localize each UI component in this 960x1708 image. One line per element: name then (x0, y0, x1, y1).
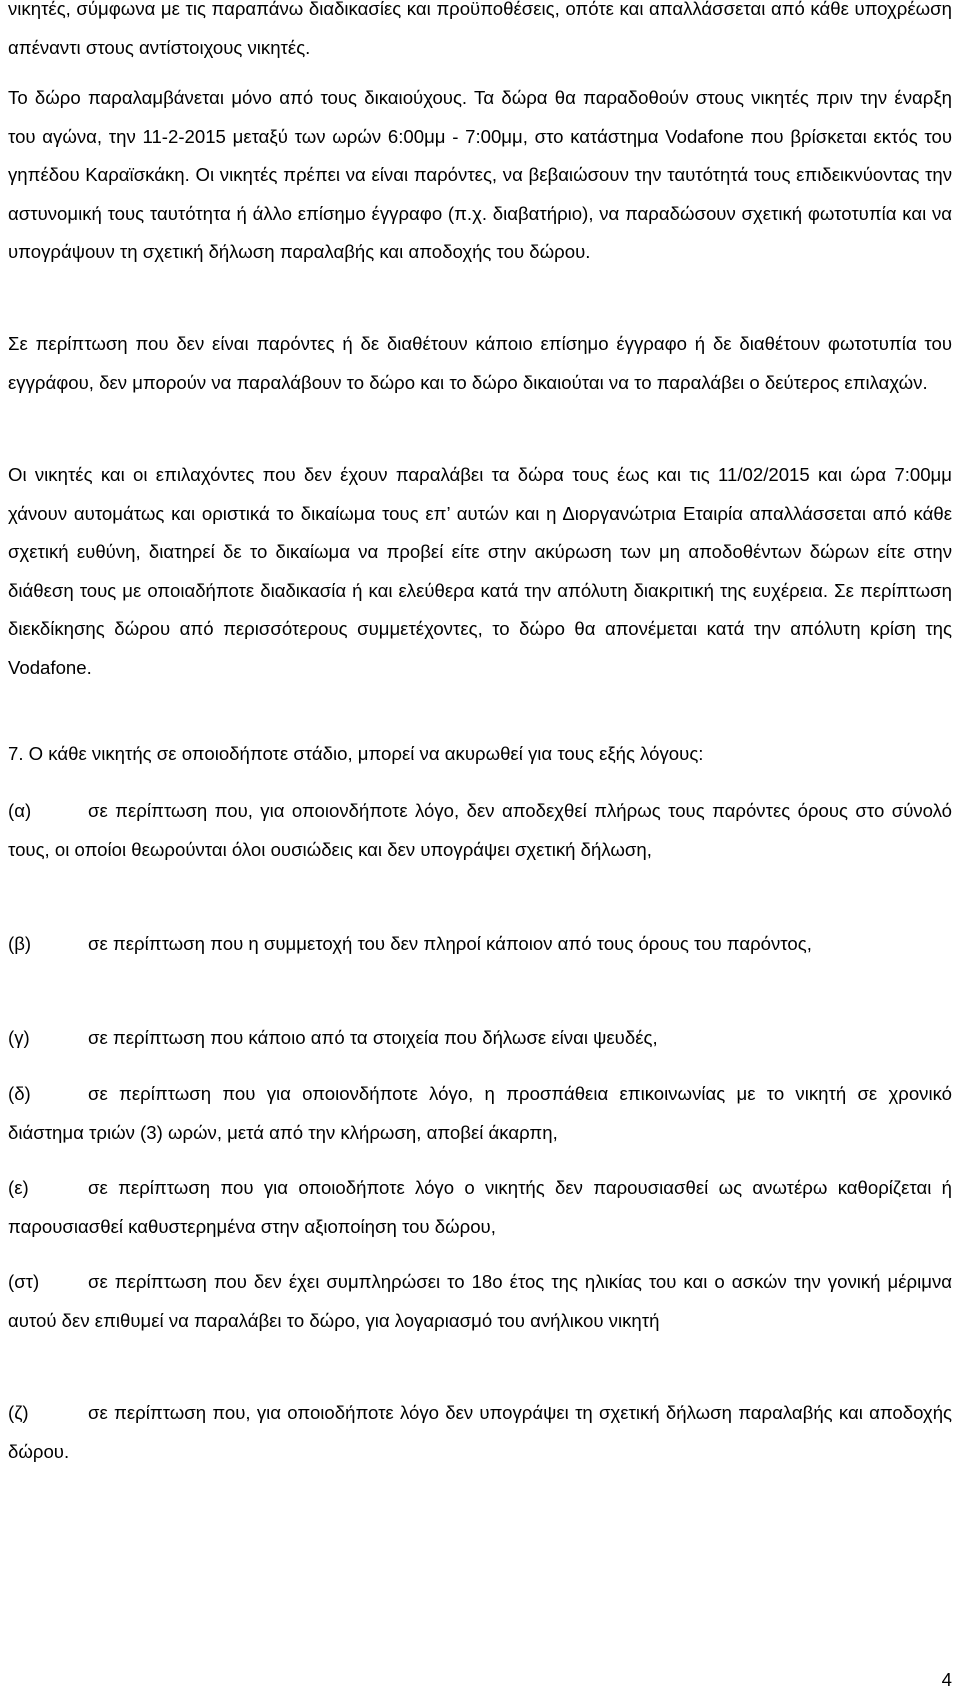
item-label: (δ) (8, 1083, 31, 1104)
item-label: (α) (8, 800, 32, 821)
item-text: σε περίπτωση που δεν έχει συμπληρώσει το 18ο έτος της ηλικίας του και ο ασκών την γονική μέριμνα αυτού δεν επιθυμεί να παραλάβει το δώρο, για λογαριασμό του ανήλικου νικητή (8, 1271, 952, 1331)
paragraph-absent-winners: Σε περίπτωση που δεν είναι παρόντες ή δε διαθέτουν κάποιο επίσημο έγγραφο ή δε διαθέτουν φωτοτυπία του εγγράφου, δεν μπορούν να παραλάβουν το δώρο και το δώρο δικαιούται να το παραλάβει ο δεύτερος επιλαχών. (8, 333, 952, 393)
item-label: (στ) (8, 1271, 40, 1292)
item-text: σε περίπτωση που για οποιοδήποτε λόγο ο νικητής δεν παρουσιασθεί ως ανωτέρω καθορίζεται ή παρουσιασθεί καθυστερημένα στην αξιοποίηση του δώρου, (8, 1177, 952, 1237)
paragraph-winners-release: νικητές, σύμφωνα με τις παραπάνω διαδικασίες και προϋποθέσεις, οπότε και απαλλάσσεται από κάθε υποχρέωση απέναντι στους αντίστοιχους νικητές. (8, 0, 952, 58)
paragraph-unclaimed-prizes: Οι νικητές και οι επιλαχόντες που δεν έχουν παραλάβει τα δώρα τους έως και τις 11/02/2015 και ώρα 7:00μμ χάνουν αυτομάτως και οριστικά το δικαίωμα τους επ’ αυτών και η Διοργανώτρια Εταιρία απαλλάσσεται από κάθε σχετική ευθύνη, διατηρεί δε το δικαίωμα να προβεί είτε στην ακύρωση των μη αποδοθέντων δώρων είτε στην διάθεση τους με οποιαδήποτε διαδικασία ή και ελεύθερα κατά την απόλυτη διακριτική της ευχέρεια. Σε περίπτωση διεκδίκησης δώρου από περισσότερους συμμετέχοντες, το δώρο θα απονέμεται κατά την απόλυτη κρίση της Vodafone. (8, 464, 952, 678)
list-item (8, 1169, 952, 1246)
list-item (8, 792, 952, 869)
list-item (8, 1394, 952, 1471)
page-number: 4 (941, 1669, 952, 1690)
paragraph-prize-delivery: Το δώρο παραλαμβάνεται μόνο από τους δικαιούχους. Τα δώρα θα παραδοθούν στους νικητές πριν την έναρξη του αγώνα, την 11-2-2015 μεταξύ των ωρών 6:00μμ - 7:00μμ, στο κατάστημα Vodafone που βρίσκεται εκτός του γηπέδου Καραϊσκάκη. Οι νικητές πρέπει να είναι παρόντες, να βεβαιώσουν την ταυτότητά τους επιδεικνύοντας την αστυνομική τους ταυτότητα ή άλλο επίσημο έγγραφο (π.χ. διαβατήριο), να παραδώσουν σχετική φωτοτυπία και να υπογράψουν τη σχετική δήλωση παραλαβής και αποδοχής του δώρου. (8, 87, 952, 262)
section-7-heading: 7. Ο κάθε νικητής σε οποιοδήποτε στάδιο, μπορεί να ακυρωθεί για τους εξής λόγους: (8, 743, 704, 764)
item-label: (ε) (8, 1177, 29, 1198)
item-text: σε περίπτωση που για οποιονδήποτε λόγο, η προσπάθεια επικοινωνίας με το νικητή σε χρονικό διάστημα τριών (3) ωρών, μετά από την κλήρωση, αποβεί άκαρπη, (8, 1083, 952, 1143)
item-text: σε περίπτωση που κάποιο από τα στοιχεία που δήλωσε είναι ψευδές, (88, 1027, 658, 1048)
item-label: (β) (8, 933, 32, 954)
item-label: (γ) (8, 1027, 30, 1048)
list-item (8, 925, 952, 964)
item-text: σε περίπτωση που, για οποιονδήποτε λόγο, δεν αποδεχθεί πλήρως τους παρόντες όρους στο σύνολό τους, οι οποίοι θεωρούνται όλοι ουσιώδεις και δεν υπογράψει σχετική δήλωση, (8, 800, 952, 860)
item-text: σε περίπτωση που η συμμετοχή του δεν πληροί κάποιον από τους όρους του παρόντος, (88, 933, 812, 954)
item-text: σε περίπτωση που, για οποιοδήποτε λόγο δεν υπογράψει τη σχετική δήλωση παραλαβής και αποδοχής δώρου. (8, 1402, 952, 1462)
item-label: (ζ) (8, 1402, 29, 1423)
list-item (8, 1263, 952, 1340)
list-item (8, 1075, 952, 1152)
list-item (8, 1019, 952, 1058)
